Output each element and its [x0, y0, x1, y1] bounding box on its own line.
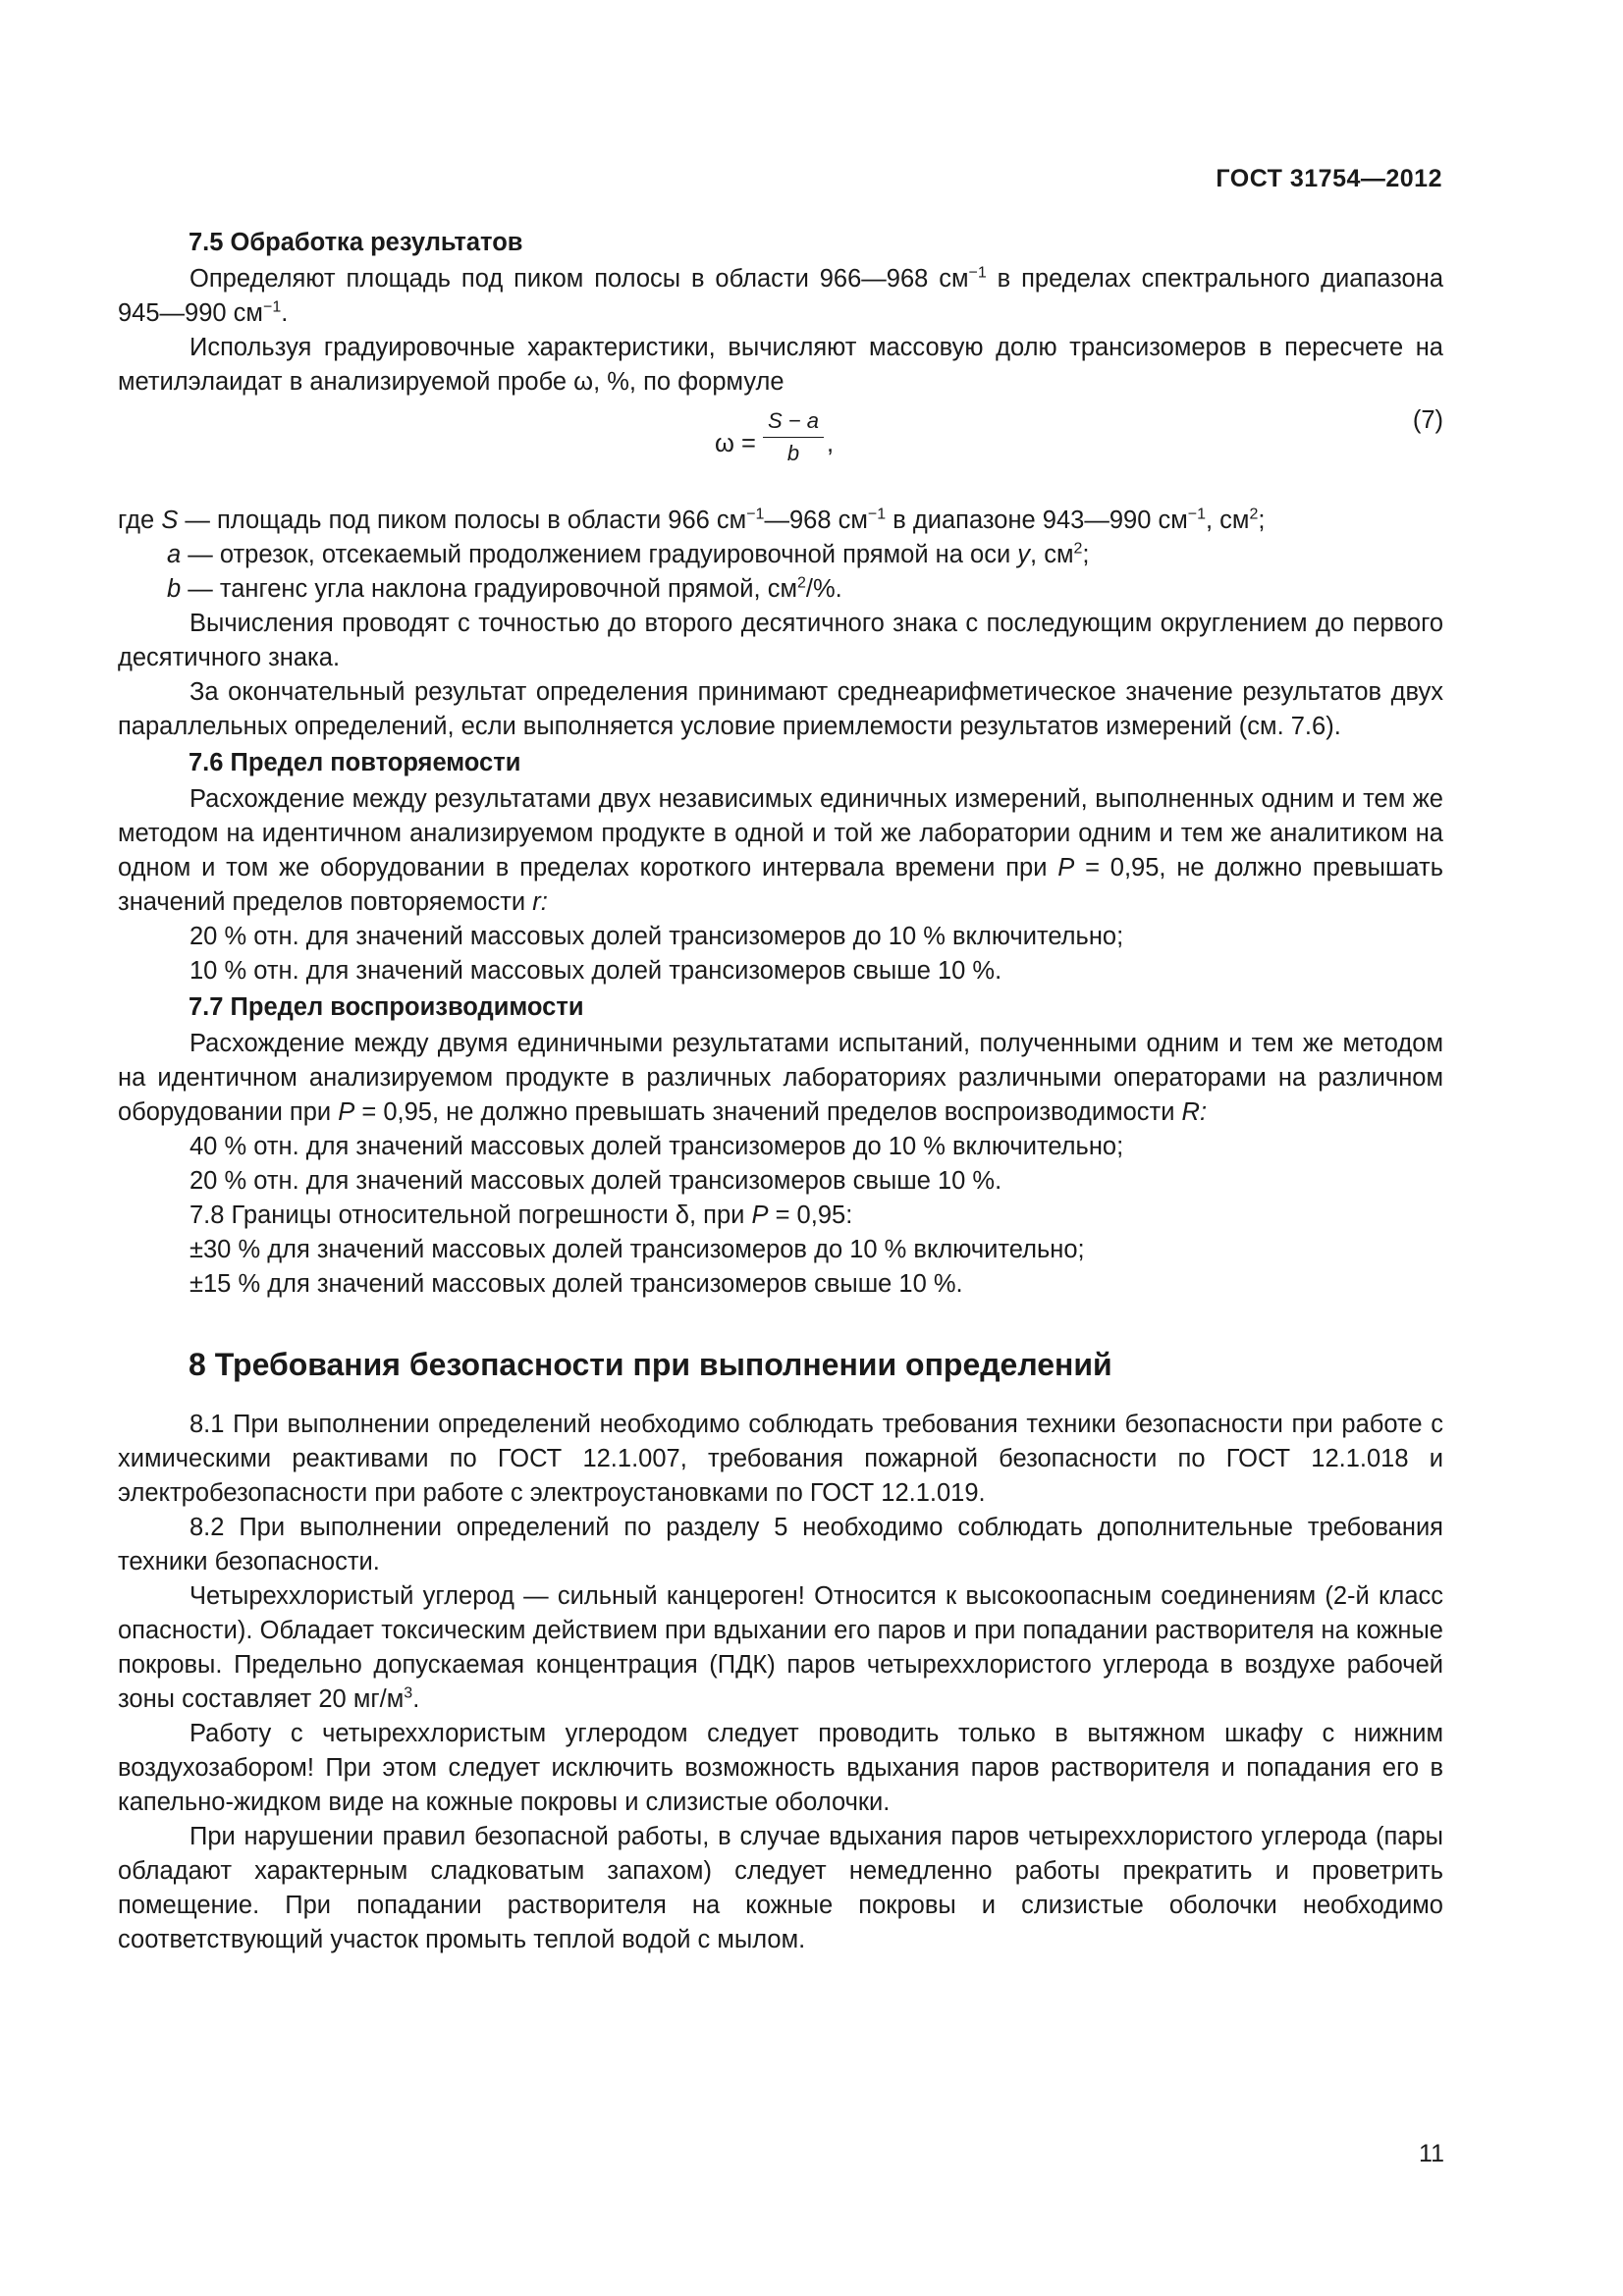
section-7-7-item-1: 40 % отн. для значений массовых долей трансизомеров до 10 % включительно; [189, 1133, 1124, 1160]
section-7-8-item-1: ±30 % для значений массовых долей трансизомеров до 10 % включительно; [189, 1236, 1085, 1263]
section-7-6-item-2: 10 % отн. для значений массовых долей трансизомеров свыше 10 %. [189, 957, 1002, 985]
section-7-8-line: 7.8 Границы относительной погрешности δ, при P = 0,95: [189, 1201, 853, 1229]
section-7-5-heading: 7.5 Обработка результатов [189, 229, 523, 256]
section-8-1-paragraph: 8.1 При выполнении определений необходимо соблюдать требования техники безопасности при работе с химическими реактивами по ГОСТ 12.1.007, требования пожарной безопасности по ГОСТ 12.1.018 и электробезопасности при работе с электроустановками по ГОСТ 12.1.019. [118, 1411, 1443, 1507]
section-7-5-paragraph-1: Определяют площадь под пиком полосы в области 966—968 $см^{-1}$ в пределах спектрального диапазона 945—990 $см^{-1}$. [118, 264, 1443, 327]
section-7-7-heading: 7.7 Предел воспроизводимости [189, 993, 584, 1021]
section-7-7-paragraph-1: Расхождение между двумя единичными результатами испытаний, полученными одним и тем же методом на идентичном анализируемом продукте в различных лабораториях различными операторами на различном оборудовании при P = 0,95, не должно превышать значений пределов воспроизводимости R: [118, 1030, 1443, 1126]
section-8-heading: 8 Требования безопасности при выполнении определений [189, 1347, 1112, 1382]
document-body [118, 224, 1443, 1957]
formula-tail: , [827, 430, 835, 457]
section-7-5-paragraph-3: Вычисления проводят с точностью до второго десятичного знака с последующим округлением до первого десятичного знака. [118, 610, 1443, 671]
where-s-definition: где S — площадь под пиком полосы в области 966 $см^{-1}—968$ $см^{-1}$ в диапазоне 943—990 $см^{-1}$, $см^2$; [118, 506, 1266, 534]
section-7-8-item-2: ±15 % для значений массовых долей трансизомеров свыше 10 %. [189, 1270, 963, 1298]
section-8-paragraph-5: При нарушении правил безопасной работы, в случае вдыхания паров четыреххлористого углерода (пары обладают характерным сладковатым запахом) следует немедленно работы прекратить и проветрить помещение. При попадании растворителя на кожные покровы и слизистые оболочки необходимо соответствующий участок промыть теплой водой с мылом. [118, 1823, 1443, 1953]
section-8-paragraph-3: Четыреххлористый углерод — сильный канцероген! Относится к высокоопасным соединениям (2-й класс опасности). Обладает токсическим действием при вдыхании его паров и при попадании растворителя на кожные покровы. Предельно допускаемая концентрация (ПДК) паров четыреххлористого углерода в воздухе рабочей зоны составляет 20 $мг/м^3$. [118, 1582, 1443, 1713]
section-7-6-paragraph-1: Расхождение между результатами двух независимых единичных измерений, выполненных одним и тем же методом на идентичном анализируемом продукте в одной и той же лаборатории одним и тем же аналитиком на одном и том же оборудовании в пределах короткого интервала времени при P = 0,95, не должно превышать значений пределов повторяемости r: [118, 785, 1443, 916]
where-b-definition: b — тангенс угла наклона градуировочной прямой, $см^2/\%$. [167, 574, 842, 603]
section-8-paragraph-4: Работу с четыреххлористым углеродом следует проводить только в вытяжном шкафу с нижним воздухозабором! При этом следует исключить возможность вдыхания паров растворителя и попадания его в капельно-жидком виде на кожные покровы и слизистые оболочки. [118, 1720, 1443, 1816]
formula-lhs: ω = [715, 430, 756, 457]
section-7-5-paragraph-2: Используя градуировочные характеристики, вычисляют массовую долю трансизомеров в пересчете на метилэлаидат в анализируемой пробе ω, %, по формуле [118, 334, 1443, 396]
section-7-6-heading: 7.6 Предел повторяемости [189, 749, 521, 776]
formula-denominator: b [786, 441, 800, 465]
formula-number: (7) [1412, 406, 1443, 434]
formula-7 [118, 405, 1443, 500]
document-header: ГОСТ 31754—2012 [1216, 165, 1442, 192]
section-7-7-item-2: 20 % отн. для значений массовых долей трансизомеров свыше 10 %. [189, 1167, 1002, 1195]
section-7-5-paragraph-4: За окончательный результат определения принимают среднеарифметическое значение результатов двух параллельных определений, если выполняется условие приемлемости результатов измерений (см. 7.6). [118, 678, 1443, 740]
section-7-6-item-1: 20 % отн. для значений массовых долей трансизомеров до 10 % включительно; [189, 923, 1124, 950]
page-number: 11 [1419, 2140, 1444, 2167]
where-a-definition: a — отрезок, отсекаемый продолжением градуировочной прямой на оси y, $см^2$; [167, 540, 1090, 568]
section-8-2-paragraph: 8.2 При выполнении определений по разделу 5 необходимо соблюдать дополнительные требования техники безопасности. [118, 1514, 1443, 1575]
formula-numerator: S − a [763, 407, 824, 438]
formula-fraction [763, 407, 824, 467]
